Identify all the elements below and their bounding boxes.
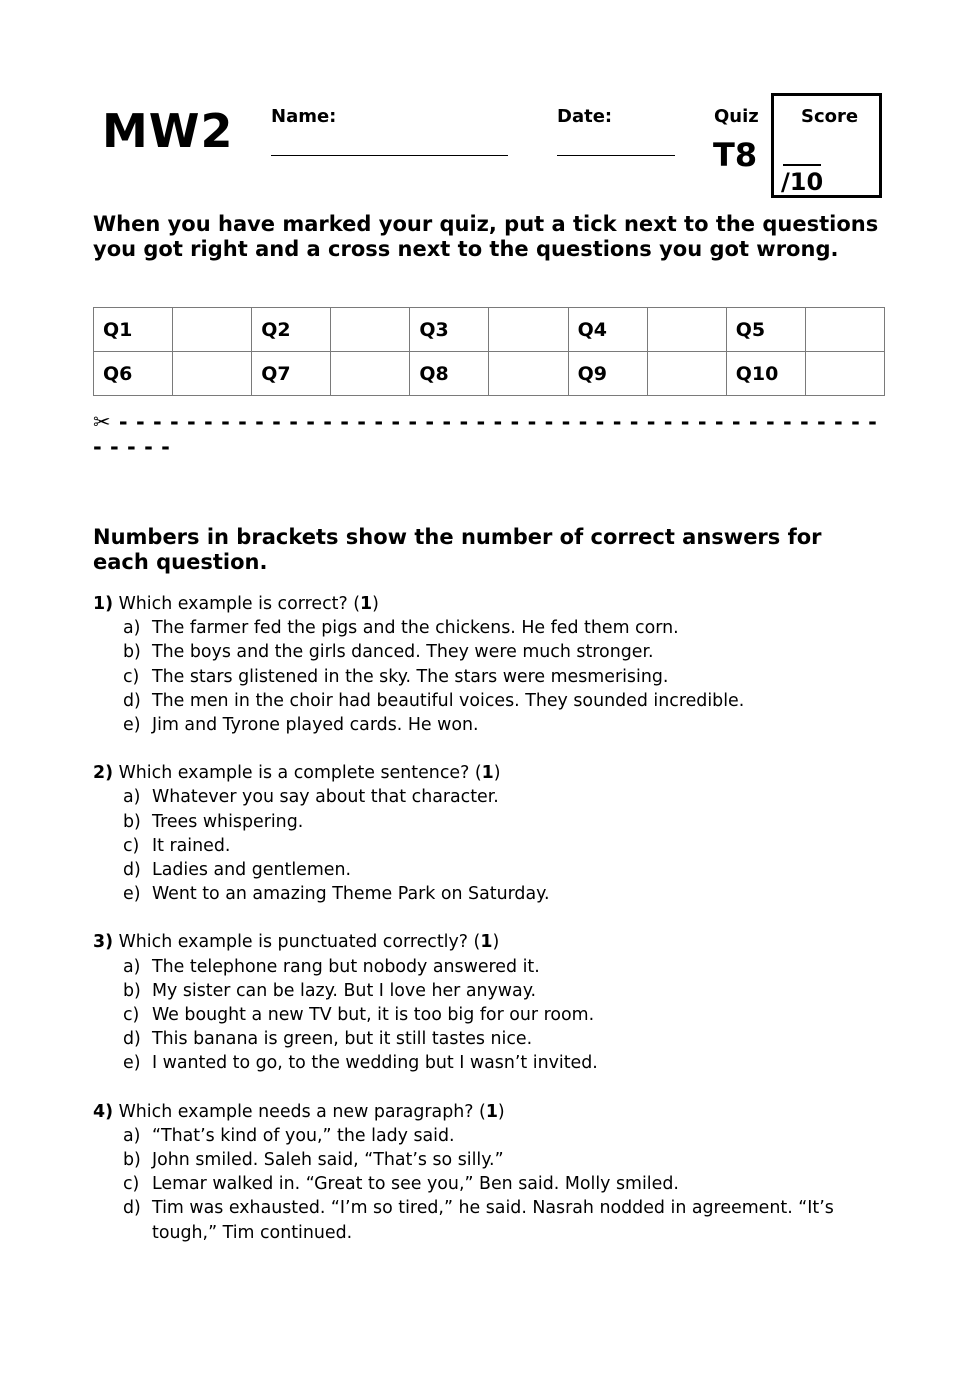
option-text: John smiled. Saleh said, “That’s so silly.” — [152, 1150, 504, 1171]
answer-option[interactable] — [93, 1003, 883, 1027]
question-label-cell: Q9 — [568, 352, 647, 396]
correct-count: 1 — [485, 1101, 498, 1122]
option-text: The telephone rang but nobody answered it. — [152, 956, 540, 977]
question-number: 2) — [93, 763, 114, 784]
option-letter: d) — [123, 1198, 141, 1219]
instructions: When you have marked your quiz, put a tick next to the questions you got right and a cross next to the questions you got wrong. — [93, 212, 879, 261]
option-letter: e) — [123, 1053, 141, 1074]
question — [93, 1100, 883, 1245]
option-letter: d) — [123, 1029, 141, 1050]
option-text: Ladies and gentlemen. — [152, 860, 352, 881]
answer-option[interactable] — [93, 616, 883, 640]
quiz-code: T8 — [713, 136, 758, 174]
table-row — [94, 308, 885, 352]
question — [93, 592, 883, 737]
table-row — [94, 352, 885, 396]
question-label-cell: Q7 — [252, 352, 331, 396]
option-text: Trees whispering. — [152, 811, 304, 832]
mark-cell[interactable] — [647, 352, 726, 396]
answer-option[interactable] — [93, 858, 883, 882]
answer-option[interactable] — [93, 665, 883, 689]
option-letter: b) — [123, 980, 141, 1001]
option-letter: c) — [123, 1174, 140, 1195]
option-text: Tim was exhausted. “I’m so tired,” he said. Nasrah nodded in agreement. “It’s tough,” Tim continued. — [152, 1198, 834, 1243]
answer-count-note: Numbers in brackets show the number of correct answers for each question. — [93, 525, 822, 574]
question-number: 1) — [93, 594, 114, 614]
date-label: Date: — [557, 106, 613, 127]
correct-count: 1 — [480, 932, 493, 953]
answer-option[interactable] — [93, 979, 883, 1003]
question — [93, 761, 883, 906]
answer-option[interactable] — [93, 1196, 883, 1244]
question-text: Which example is punctuated correctly? — [118, 932, 469, 953]
answer-option[interactable] — [93, 713, 883, 737]
option-letter: d) — [123, 860, 141, 881]
mark-cell[interactable] — [805, 352, 884, 396]
question-text: Which example needs a new paragraph? — [118, 1101, 474, 1122]
option-text: “That’s kind of you,” the lady said. — [152, 1125, 455, 1146]
correct-count: 1 — [481, 763, 494, 784]
question-label-cell: Q10 — [726, 352, 805, 396]
answer-option[interactable] — [93, 640, 883, 664]
mark-cell[interactable] — [647, 308, 726, 352]
mark-cell[interactable] — [489, 352, 568, 396]
option-text: I wanted to go, to the wedding but I wasn’t invited. — [152, 1053, 598, 1074]
answer-option[interactable] — [93, 834, 883, 858]
question-label-cell: Q1 — [94, 308, 173, 352]
question-label-cell: Q8 — [410, 352, 489, 396]
option-text: Went to an amazing Theme Park on Saturday. — [152, 884, 550, 905]
question-label-cell: Q3 — [410, 308, 489, 352]
question-number: 4) — [93, 1101, 114, 1122]
option-letter: b) — [123, 642, 141, 663]
question-heading: 4) Which example needs a new paragraph? (1) — [93, 1101, 505, 1122]
option-letter: a) — [123, 1125, 141, 1146]
option-text: This banana is green, but it still tastes nice. — [152, 1029, 533, 1050]
answer-option[interactable] — [93, 1051, 883, 1075]
answer-option[interactable] — [93, 882, 883, 906]
cut-line-dashes: - - - - - - - - - - - - - - - - - - - - - - - - - - - - - - - - - - - - - - - - - - - - - - - - - - — [93, 410, 878, 459]
question-heading: 1) Which example is correct? (1) — [93, 594, 379, 614]
option-letter: b) — [123, 811, 141, 832]
question-label-cell: Q4 — [568, 308, 647, 352]
option-letter: c) — [123, 835, 140, 856]
name-field[interactable] — [271, 155, 508, 156]
question-label-cell: Q5 — [726, 308, 805, 352]
question-number: 3) — [93, 932, 114, 953]
scissors-icon: ✂ — [93, 410, 112, 434]
option-text: The farmer fed the pigs and the chickens. He fed them corn. — [152, 618, 679, 639]
name-label: Name: — [271, 106, 337, 127]
score-field[interactable] — [783, 164, 821, 166]
question — [93, 930, 883, 1075]
answer-option[interactable] — [93, 1027, 883, 1051]
option-letter: c) — [123, 1005, 140, 1026]
mark-cell[interactable] — [489, 308, 568, 352]
option-text: The stars glistened in the sky. The stars were mesmerising. — [152, 666, 669, 687]
date-field[interactable] — [557, 155, 675, 156]
worksheet-code: MW2 — [102, 104, 234, 158]
option-letter: e) — [123, 884, 141, 905]
option-text: My sister can be lazy. But I love her anyway. — [152, 980, 537, 1001]
option-letter: d) — [123, 690, 141, 711]
question-list — [93, 592, 883, 1269]
mark-cell[interactable] — [331, 308, 410, 352]
answer-option[interactable] — [93, 810, 883, 834]
answer-option[interactable] — [93, 955, 883, 979]
option-text: Whatever you say about that character. — [152, 787, 499, 808]
mark-cell[interactable] — [331, 352, 410, 396]
option-letter: c) — [123, 666, 140, 687]
question-label-cell: Q2 — [252, 308, 331, 352]
question-text: Which example is a complete sentence? — [118, 763, 470, 784]
option-letter: e) — [123, 715, 141, 736]
mark-cell[interactable] — [173, 352, 252, 396]
question-label-cell: Q6 — [94, 352, 173, 396]
option-letter: a) — [123, 787, 141, 808]
option-letter: a) — [123, 618, 141, 639]
answer-option[interactable] — [93, 785, 883, 809]
correct-count: 1 — [360, 594, 373, 614]
mark-cell[interactable] — [805, 308, 884, 352]
question-heading: 3) Which example is punctuated correctly? (1) — [93, 932, 500, 953]
answer-option[interactable] — [93, 1148, 883, 1172]
question-text: Which example is correct? — [118, 594, 348, 614]
answer-option[interactable] — [93, 1124, 883, 1148]
cut-line — [93, 410, 888, 460]
score-label: Score — [801, 106, 859, 127]
option-text: It rained. — [152, 835, 231, 856]
option-text: We bought a new TV but, it is too big for our room. — [152, 1005, 595, 1026]
mark-cell[interactable] — [173, 308, 252, 352]
answer-option[interactable] — [93, 1172, 883, 1196]
option-text: The men in the choir had beautiful voices. They sounded incredible. — [152, 690, 745, 711]
marking-table — [93, 307, 885, 396]
option-letter: b) — [123, 1150, 141, 1171]
answer-option[interactable] — [93, 689, 883, 713]
quiz-label: Quiz — [714, 106, 759, 127]
option-text: The boys and the girls danced. They were much stronger. — [152, 642, 654, 663]
option-text: Lemar walked in. “Great to see you,” Ben said. Molly smiled. — [152, 1174, 679, 1195]
score-total: /10 — [781, 168, 824, 196]
question-heading: 2) Which example is a complete sentence? (1) — [93, 763, 501, 784]
option-text: Jim and Tyrone played cards. He won. — [152, 715, 479, 736]
option-letter: a) — [123, 956, 141, 977]
